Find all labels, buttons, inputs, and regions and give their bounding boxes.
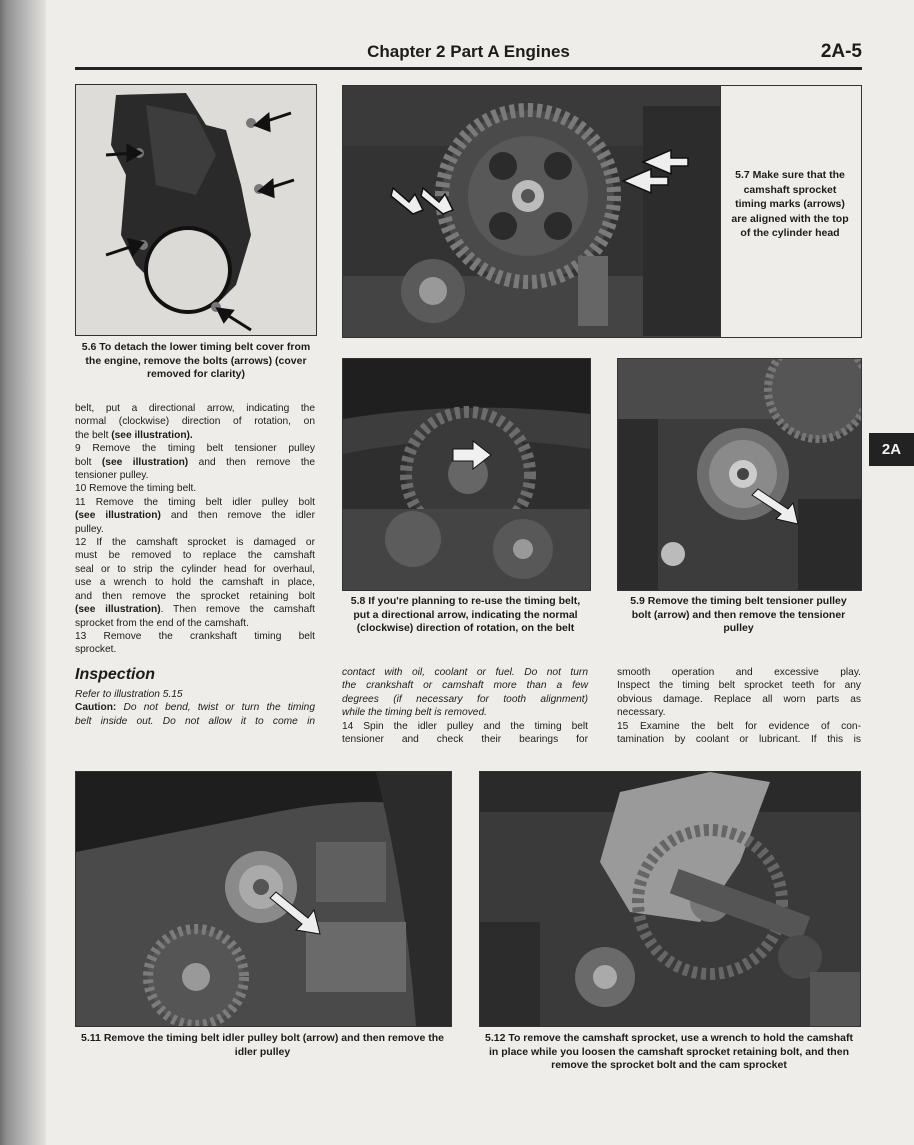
col2-line: while the timing belt is removed.: [342, 707, 487, 719]
figure-5-8-photo: [342, 358, 591, 591]
col2-line: degrees (if necessary for tooth alignment): [342, 693, 588, 705]
col1-line: sprocket from the end of the camshaft.: [75, 617, 249, 629]
step-14: 14 Spin the idler pulley and the timing belt: [342, 720, 588, 732]
body-column-3: [617, 666, 861, 746]
figure-5-11-label: 5.11: [81, 1032, 101, 1044]
col1-line: sprocket.: [75, 644, 117, 656]
section-tab-2a: 2A: [869, 433, 914, 466]
figure-5-7-caption-text: Make sure that the camshaft sprocket timing marks (arrows) are aligned with the top of the cylinder head: [731, 169, 849, 239]
page-header: [75, 40, 862, 64]
step-12: 12 If the camshaft sprocket is damaged or: [75, 537, 315, 549]
step-15: 15 Examine the belt for evidence of con-: [617, 720, 861, 732]
col1-line: pulley.: [75, 523, 104, 535]
figure-5-8-caption-text: If you're planning to re-use the timing belt, put a directional arrow, indicating the normal (clockwise) direction of rotation, on the belt: [353, 595, 581, 634]
col1-line: and then remove the sprocket retaining bolt: [75, 590, 315, 602]
col1-line: the belt (see illustration).: [75, 429, 193, 441]
col1-line: seal or to strip the cylinder head for overhaul,: [75, 563, 315, 575]
col1-line: (see illustration) and then remove the idler: [75, 510, 315, 522]
body-column-2: [342, 666, 588, 746]
col3-line: tamination by coolant or lubricant. If this is: [617, 734, 861, 746]
figure-5-7-label: 5.7: [735, 169, 750, 181]
figure-5-6-photo: [75, 84, 317, 336]
step-10: 10 Remove the timing belt.: [75, 483, 197, 495]
col2-line: contact with oil, coolant or fuel. Do not turn: [342, 667, 588, 678]
figure-5-12-label: 5.12: [484, 1032, 506, 1044]
figure-5-9-label: 5.9: [630, 595, 645, 607]
col1-line: normal (clockwise) direction of rotation, on: [75, 416, 315, 428]
figure-5-11-caption-text: Remove the timing belt idler pulley bolt (arrow) and then remove the idler pulley: [103, 1032, 444, 1058]
page-number: 2A-5: [820, 41, 862, 62]
col3-line: smooth operation and excessive play.: [617, 667, 861, 678]
figure-5-12-caption: [479, 1032, 859, 1073]
step-11: 11 Remove the timing belt idler pulley bolt: [75, 496, 315, 508]
step-13: 13 Remove the crankshaft timing belt: [75, 630, 315, 642]
figure-5-8-caption: [342, 595, 589, 636]
caution-line: belt inside out. Do not allow it to come in: [75, 715, 315, 727]
refer-note: Refer to illustration 5.15: [75, 688, 183, 700]
col3-line: obvious damage. Replace all worn parts as: [617, 693, 861, 705]
chapter-title: Chapter 2 Part A Engines: [367, 42, 570, 61]
step-9: 9 Remove the timing belt tensioner pulley: [75, 443, 315, 455]
figure-5-9-photo: [617, 358, 862, 591]
figure-5-12-photo: [479, 771, 861, 1027]
col1-line: tensioner pulley.: [75, 470, 149, 482]
figure-5-7-frame: [719, 85, 862, 338]
figure-5-11-photo: [75, 771, 452, 1027]
col1-line: (see illustration). Then remove the camshaft: [75, 604, 316, 616]
figure-5-12-caption-text: To remove the camshaft sprocket, use a wrench to hold the camshaft in place while you loosen the camshaft sprocket retaining bolt, and then remove the sprocket bolt and the cam sprocket: [489, 1032, 853, 1071]
binding-gutter-shadow: [0, 0, 46, 1145]
figure-5-7-photo: [342, 85, 721, 338]
col2-line: tensioner and check their bearings for: [342, 734, 588, 746]
col1-line: belt, put a directional arrow, indicating the: [75, 403, 315, 414]
figure-5-6-caption: [80, 341, 312, 382]
body-column-1: [75, 402, 315, 728]
inspection-heading: Inspection: [75, 665, 156, 683]
figure-5-8-label: 5.8: [350, 595, 366, 607]
figure-5-9-caption: [621, 595, 856, 636]
col1-line: bolt (see illustration) and then remove the: [75, 456, 315, 468]
col1-line: must be removed to replace the camshaft: [75, 550, 315, 562]
col3-line: Inspect the timing belt sprocket teeth for any: [617, 680, 861, 692]
header-rule: [75, 67, 862, 70]
caution-line: Caution: Do not bend, twist or turn the timing: [75, 702, 315, 714]
col2-line: the crankshaft or camshaft more than a few: [342, 680, 588, 692]
figure-5-11-caption: [80, 1032, 445, 1059]
col3-line: necessary.: [617, 707, 666, 719]
figure-5-6-label: 5.6: [81, 341, 97, 353]
figure-5-9-caption-text: Remove the timing belt tensioner pulley bolt (arrow) and then remove the tensioner pulley: [631, 595, 847, 634]
figure-5-6-caption-text: To detach the lower timing belt cover from the engine, remove the bolts (arrows) (cover removed for clarity): [85, 341, 311, 380]
col1-line: use a wrench to hold the camshaft in place,: [75, 577, 315, 589]
